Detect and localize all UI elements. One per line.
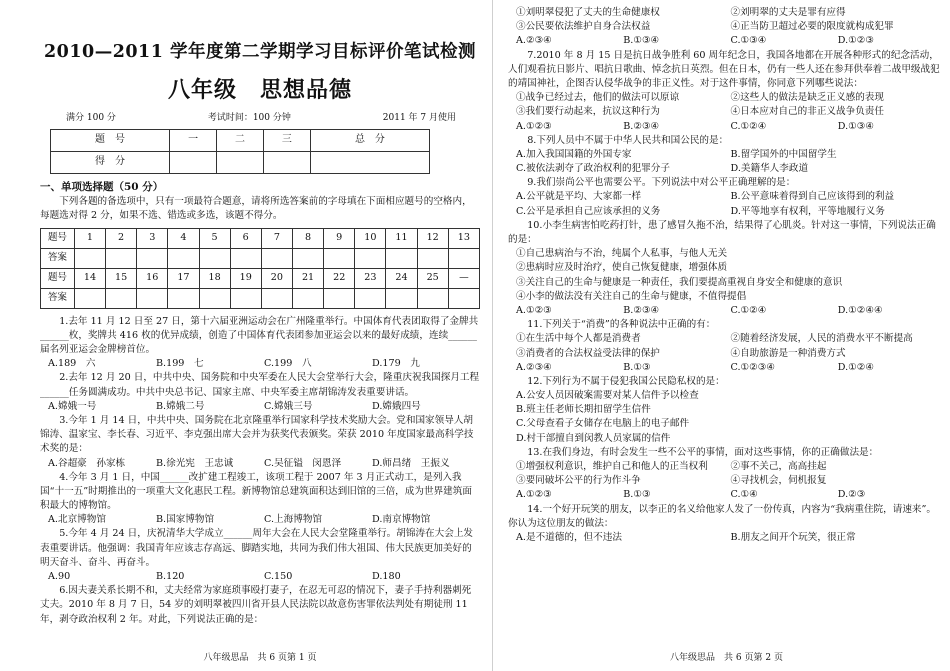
question-3-options [40, 457, 480, 471]
exam-title: 2010—2011 学年度第二学期学习目标评价笔试检测 [43, 42, 476, 62]
answer-cell[interactable] [448, 248, 479, 268]
answer-cell[interactable] [137, 288, 168, 308]
statement: ④自助旅游是一种消费方式 [730, 347, 846, 359]
question-1-options [40, 357, 480, 371]
score-table [50, 129, 430, 174]
option: D.180 [372, 571, 401, 583]
option: B.①③ [623, 489, 651, 501]
exam-meta [40, 112, 480, 125]
answer-cell[interactable] [292, 248, 323, 268]
page-divider [492, 0, 493, 671]
option: D.①②④ [837, 361, 874, 373]
option: D.179 九 [372, 358, 420, 370]
page-footer: 八年级思品 共 6 页第 1 页 [203, 652, 317, 663]
question-number: 5 [199, 228, 230, 248]
question-number: 14 [74, 268, 105, 288]
question-7-statements [508, 91, 945, 105]
row-label: 题号 [41, 268, 75, 288]
option: D.平等地享有权利，平等地履行义务 [730, 205, 885, 217]
score-cell: 一 [170, 129, 217, 151]
option: A.90 [48, 571, 71, 583]
option: B.②③④ [623, 120, 660, 132]
statement: ②这些人的做法是缺乏正义感的表现 [730, 92, 884, 104]
question-14: 14.一个好开玩笑的朋友，以李正的名义给他家人发了一份传真，内容为“我病重住院，请速来”。你认为这位朋友的做法： [508, 503, 937, 529]
answer-cell [448, 288, 479, 308]
option: C.被依法剥夺了政治权利的犯罪分子 [516, 163, 670, 175]
option: D.②③ [837, 489, 866, 501]
score-input-cell[interactable] [170, 151, 217, 173]
option: C.上海博物馆 [264, 514, 323, 526]
question-11-statements [508, 332, 945, 346]
question-9: 9.我们崇尚公平也需要公平。下列说法中对公平正确理解的是： [527, 177, 796, 189]
question-number: 7 [261, 228, 292, 248]
statement: ②随着经济发展，人民的消费水平不断提高 [730, 333, 913, 345]
row-label: 答案 [41, 248, 75, 268]
statement: ④日本应对自己的非正义战争负责任 [730, 106, 884, 118]
option: D.南京博物馆 [372, 514, 431, 526]
question-number: 2 [106, 228, 137, 248]
question-6-statements [508, 20, 945, 34]
option: A.①②③ [516, 120, 552, 132]
question-number: 3 [137, 228, 168, 248]
answer-cell[interactable] [324, 248, 355, 268]
answer-table-answer-row [41, 288, 480, 308]
question-6-options [508, 34, 945, 48]
statement: ①在生活中每个人都是消费者 [516, 333, 641, 345]
answer-cell[interactable] [106, 248, 137, 268]
score-cell: 三 [263, 129, 310, 151]
question-number: 4 [168, 228, 199, 248]
answer-table-number-row [41, 268, 480, 288]
statement: ①战争已经过去，他们的做法可以原谅 [516, 92, 680, 104]
answer-cell[interactable] [355, 248, 386, 268]
score-cell: 总 分 [310, 129, 429, 151]
option: D.师昌绪 王振义 [372, 457, 450, 469]
question-4-options [40, 513, 480, 527]
question-number: 21 [292, 268, 323, 288]
statement: ③我们要行动起来，抗议这种行为 [516, 106, 660, 118]
question-13-statements [508, 474, 945, 488]
answer-table-answer-row [41, 248, 480, 268]
question-number: 6 [230, 228, 261, 248]
option: A.①②③ [516, 304, 552, 316]
answer-cell[interactable] [324, 288, 355, 308]
question-11-options [508, 361, 945, 375]
question-5: 5.今年 4 月 24 日，庆祝清华大学成立______周年大会在人民大会堂隆重举行。胡锦涛在大会上发表重要讲话。他强调：我国青年应该志存高远、脚踏实地，共同为我们伟大祖国、伟大民族更加美好的明天奋斗、奋斗、再奋斗。 [40, 528, 474, 568]
statement: ②事不关己，高高挂起 [730, 461, 827, 472]
score-input-cell[interactable] [263, 151, 310, 173]
option: A.②③④ [516, 35, 552, 47]
option: A.北京博物馆 [48, 514, 106, 526]
answer-cell[interactable] [355, 288, 386, 308]
question-13-statements [508, 460, 945, 474]
option: D.美籍华人李政道 [730, 163, 809, 175]
answer-cell[interactable] [74, 288, 105, 308]
statement: ③要同破坏公平的行为作斗争 [516, 475, 641, 487]
answer-cell[interactable] [417, 288, 448, 308]
question-9-options [508, 190, 945, 204]
question-number: 22 [324, 268, 355, 288]
score-cell: 得 分 [51, 151, 170, 173]
grade-subject: 八年级 思想品德 [167, 76, 352, 103]
option: B.国家博物馆 [156, 514, 215, 526]
question-2: 2.去年 12 月 20 日，中共中央、国务院和中央军委在人民大会堂举行大会，隆重庆祝我国探月工程______任务圆满成功。中共中央总书记、国家主席、中央军委主席胡锦涛发表重要讲话。 [40, 372, 480, 398]
question-8: 8.下列人员中不属于中华人民共和国公民的是： [527, 134, 729, 146]
statement: ②患病时应及时治疗，使自己恢复健康，增强体质 [516, 262, 728, 274]
option: D.①②④④ [837, 304, 883, 316]
score-table-header-row [51, 129, 430, 151]
exam-time: 考试时间：100 分钟 [207, 113, 291, 124]
option: C.①④ [730, 489, 758, 501]
question-number: — [448, 268, 479, 288]
answer-cell[interactable] [292, 288, 323, 308]
question-3: 3.今年 1 月 14 日，中共中央、国务院在北京隆重举行国家科学技术奖励大会。党和国家领导人胡锦涛、温家宝、李长春、习近平、李克强出席大会并为获奖代表颁奖。荣获 2010 年度国家最高科学技术奖的是： [40, 414, 474, 455]
answer-table [40, 228, 480, 309]
statement: ④小李的做法没有关注自己的生命与健康，不值得提倡 [516, 290, 747, 302]
option: C.199 八 [264, 358, 312, 370]
option: A.①②③ [516, 489, 552, 501]
instructions: 下列各题的备选项中，只有一项最符合题意，请将所选答案前的字母填在下面相应题号的空格内，每题选对得 2 分，如果不选、错选或多选，该题不得分。 [40, 196, 472, 222]
statement: ①增强权利意识，维护自己和他人的正当权利 [516, 461, 708, 472]
question-10: 10.小李生病害怕吃药打针，患了感冒久拖不治，结果得了心肌炎。针对这一事情，下列说法正确的是： [508, 219, 936, 245]
exam-use-date: 2011 年 7 月使用 [382, 113, 456, 124]
answer-cell[interactable] [74, 248, 105, 268]
score-input-cell[interactable] [217, 151, 264, 173]
question-10-options [508, 304, 945, 318]
statement: ①刘明翠侵犯了丈夫的生命健康权 [516, 7, 660, 18]
option: B.朋友之间开个玩笑，很正常 [730, 531, 856, 543]
question-1: 1.去年 11 月 12 日至 27 日，第十六届亚洲运动会在广州隆重举行。中国体育代表团取得了金牌共______枚，奖牌共 416 枚的优异成绩，创造了中国体育代表团参加亚运会以来的最好成绩，连续______届名列亚运会金牌榜首位。 [40, 315, 479, 356]
option: A.公安人员因破案需要对某人信件予以检查 [516, 390, 699, 402]
statement: ③关注自己的生命与健康是一种责任，我们要提高重视自身安全和健康的意识 [516, 276, 843, 288]
answer-cell[interactable] [137, 248, 168, 268]
question-number: 11 [386, 228, 417, 248]
option: B.徐光宪 王忠诚 [156, 457, 234, 469]
question-number: 20 [261, 268, 292, 288]
question-number: 23 [355, 268, 386, 288]
question-5-options [40, 570, 480, 584]
answer-cell[interactable] [168, 248, 199, 268]
question-11: 11.下列关于“消费”的各种说法中正确的有： [527, 319, 716, 331]
answer-cell[interactable] [386, 288, 417, 308]
option: B.②③④ [623, 304, 660, 316]
question-number: 19 [230, 268, 261, 288]
question-7-statements [508, 105, 945, 119]
question-4: 4.今年 3 月 1 日，中国______改扩建工程竣工，该项工程于 2007 年 3 月正式动工，是列入我国“十一五”时期推出的一项重大文化惠民工程。新博物馆总建筑面积达到旧馆的三倍，成为世界建筑面积最大的博物馆。 [40, 471, 472, 512]
question-6-statements [508, 6, 945, 20]
option: D.嫦娥四号 [372, 400, 421, 412]
question-number: 24 [386, 268, 417, 288]
option: C.①②④ [730, 304, 767, 316]
question-number: 13 [448, 228, 479, 248]
row-label: 答案 [41, 288, 75, 308]
page-footer: 八年级思品 共 6 页第 2 页 [670, 652, 783, 663]
option: C.150 [264, 571, 293, 583]
score-table-score-row [51, 151, 430, 173]
option: C.嫦娥三号 [264, 400, 313, 412]
question-number: 9 [324, 228, 355, 248]
answer-cell[interactable] [168, 288, 199, 308]
answer-cell[interactable] [199, 248, 230, 268]
option: C.父母查看子女储存在电脑上的电子邮件 [516, 418, 690, 430]
page-2 [508, 0, 945, 671]
question-8-options [508, 148, 945, 162]
question-11-statements [508, 347, 945, 361]
section-heading: 一、单项选择题（50 分） [40, 180, 164, 193]
option: B.班主任老师长期扣留学生信件 [516, 404, 651, 416]
question-number: 18 [199, 268, 230, 288]
score-input-cell[interactable] [310, 151, 429, 173]
question-7: 7.2010 年 8 月 15 日是抗日战争胜利 60 周年纪念日，我国各地都在开展各种形式的纪念活动，人们观看抗日影片、唱抗日歌曲、悼念抗日英烈。但在日本，仍有一些人还在参拜供奉着二战甲级战犯的靖国神社，企图否认侵华战争的非正义性。对于这件事情，你同意下列哪些说法： [508, 49, 940, 89]
full-score: 满分 100 分 [66, 113, 116, 124]
statement: ③公民要依法维护自身合法权益 [516, 21, 651, 33]
question-14-options [508, 531, 945, 545]
answer-cell[interactable] [199, 288, 230, 308]
question-7-options [508, 120, 945, 134]
statement: ④正当防卫超过必要的限度就构成犯罪 [730, 21, 894, 33]
option: A.是不道德的，但不违法 [516, 531, 622, 543]
option: D.村干部擅自到闵教人员家属的信件 [516, 432, 671, 444]
option: A.谷超豪 孙家栋 [48, 457, 126, 469]
statement: ③消费者的合法权益受法律的保护 [516, 347, 660, 359]
answer-table-number-row [41, 228, 480, 248]
option: B.公平意味着得到自己应该得到的利益 [730, 191, 895, 203]
question-number: 10 [355, 228, 386, 248]
option: A.加入我国国籍的外国专家 [516, 148, 632, 160]
option: D.①③④ [837, 120, 874, 132]
question-number: 1 [74, 228, 105, 248]
statement: ④寻找机会，伺机报复 [730, 475, 827, 487]
answer-cell[interactable] [230, 288, 261, 308]
answer-cell[interactable] [261, 248, 292, 268]
question-number: 16 [137, 268, 168, 288]
option: B.留学国外的中国留学生 [730, 148, 837, 160]
question-2-options [40, 400, 480, 414]
option: C.公平是承担自己应该承担的义务 [516, 205, 661, 217]
answer-cell[interactable] [386, 248, 417, 268]
statement: ①自己患病治与不治，纯属个人私事，与他人无关 [516, 248, 728, 260]
option: A.189 六 [48, 358, 96, 370]
score-cell: 二 [217, 129, 264, 151]
option: B.199 七 [156, 358, 204, 370]
option: C.吴征镒 闵恩泽 [264, 457, 342, 469]
option: C.①②③④ [730, 361, 775, 373]
answer-cell[interactable] [230, 248, 261, 268]
answer-cell[interactable] [261, 288, 292, 308]
question-number: 17 [168, 268, 199, 288]
question-number: 15 [106, 268, 137, 288]
question-number: 12 [417, 228, 448, 248]
option: C.①②④ [730, 120, 767, 132]
option: D.①②③ [837, 35, 874, 47]
option: C.①③④ [730, 35, 767, 47]
option: B.①③④ [623, 35, 660, 47]
answer-cell[interactable] [417, 248, 448, 268]
score-cell: 题 号 [51, 129, 170, 151]
option: A.②③④ [516, 361, 552, 373]
option: A.公平就是平均、大家都一样 [516, 191, 642, 203]
question-6: 6.因夫妻关系长期不和，丈夫经常为家庭琐事殴打妻子，在忍无可忍的情况下，妻子手持利器刺死丈夫。2010 年 8 月 7 日，54 岁的刘明翠被四川省开县人民法院以故意伤害罪依法判处有期徒刑 11 年，剥夺政治权利 2 年。对此，下列说法正确的是： [40, 585, 472, 625]
page-1 [40, 0, 480, 671]
question-13-options [508, 488, 945, 502]
option: B.①③ [623, 361, 651, 373]
row-label: 题号 [41, 228, 75, 248]
option: A.嫦娥一号 [48, 400, 97, 412]
option: B.120 [156, 571, 185, 583]
question-8-options [508, 162, 945, 176]
option: B.嫦娥二号 [156, 400, 205, 412]
question-number: 8 [292, 228, 323, 248]
question-9-options [508, 205, 945, 219]
question-number: 25 [417, 268, 448, 288]
question-13: 13.在我们身边，有时会发生一些不公平的事情，面对这些事情，你的正确做法是： [527, 446, 879, 458]
statement: ②刘明翠的丈夫是罪有应得 [730, 7, 846, 18]
answer-cell[interactable] [106, 288, 137, 308]
question-12: 12.下列行为不属于侵犯我国公民隐私权的是： [527, 375, 725, 387]
